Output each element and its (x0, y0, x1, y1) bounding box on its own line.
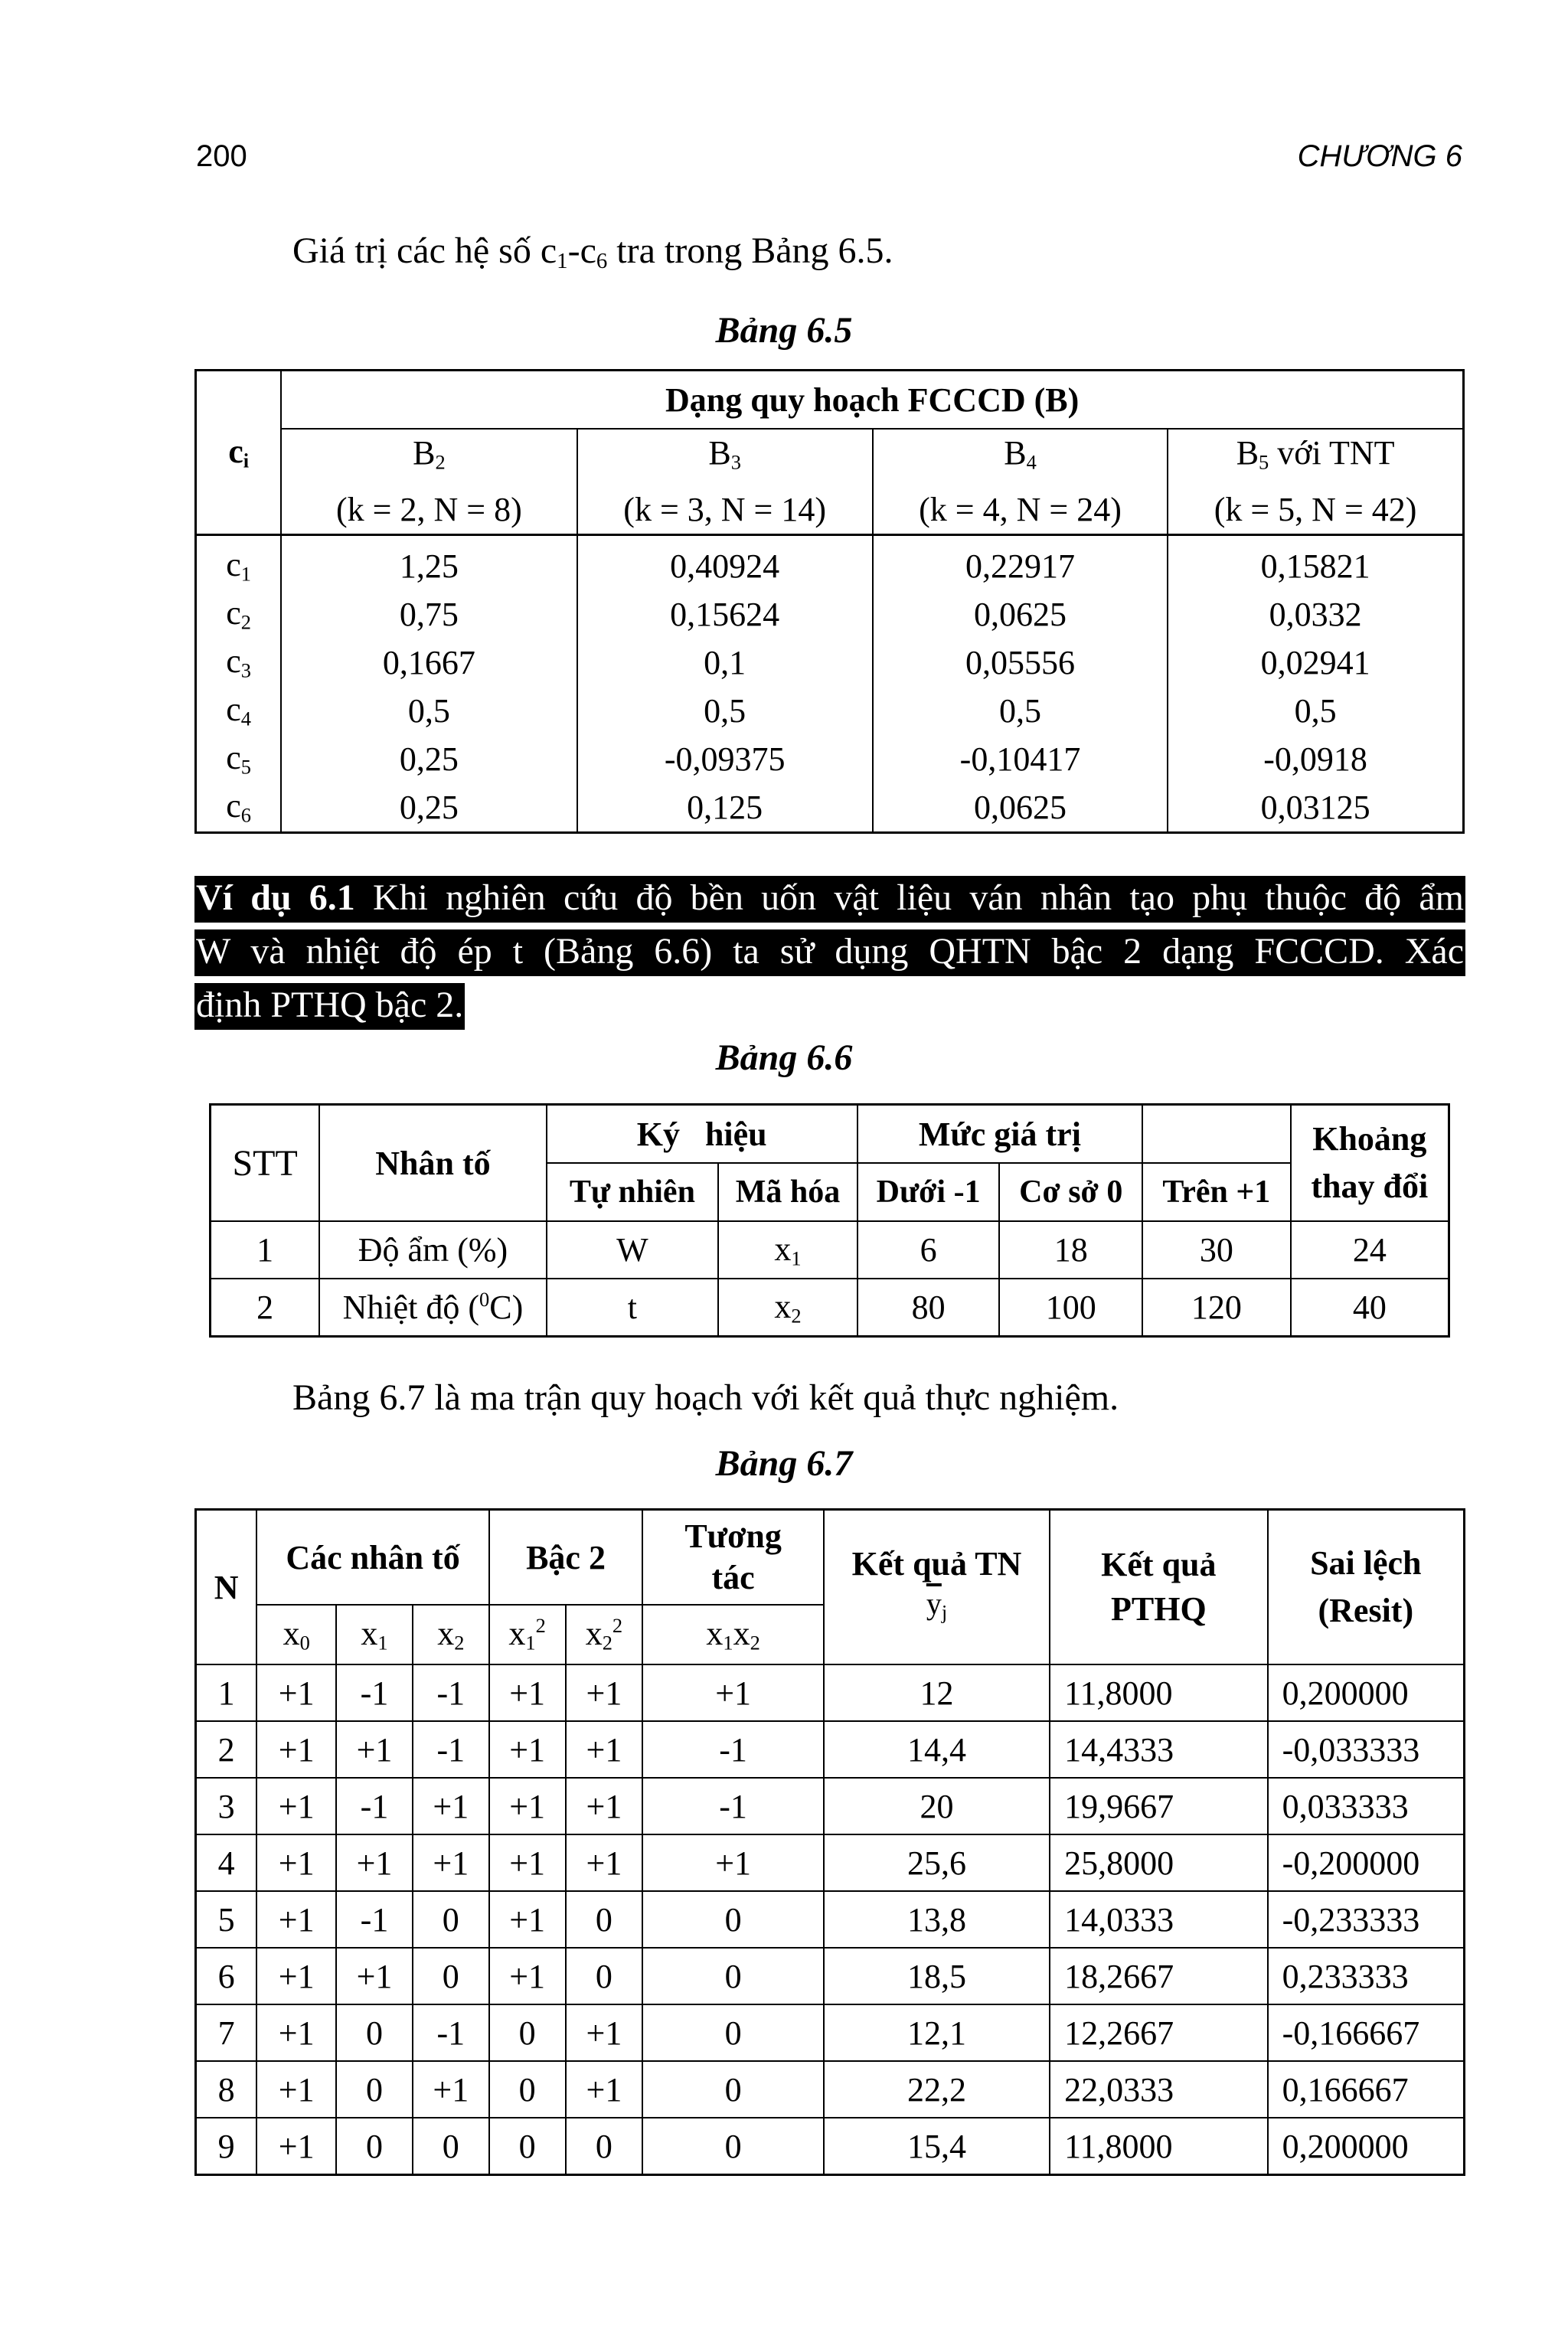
table-6-5-caption: Bảng 6.5 (715, 310, 853, 351)
chapter-title: CHƯƠNG 6 (1297, 139, 1462, 173)
page-number: 200 (196, 139, 247, 173)
table-row: 7 +1 0 -1 0 +1 0 12,1 12,2667 -0,166667 (196, 2004, 1465, 2061)
table-6-7 (194, 1508, 1465, 2176)
range-header: Khoảng thay đổi (1291, 1105, 1449, 1222)
x1x2-header: $x_1x_2$ (642, 1605, 824, 1664)
example-label: Ví dụ 6.1 (196, 877, 355, 918)
table-row: 5 +1 -1 0 +1 0 0 13,8 14,0333 -0,233333 (196, 1891, 1465, 1948)
empty-header (1142, 1105, 1291, 1164)
table-6-6 (209, 1103, 1450, 1338)
table-6-6-caption: Bảng 6.6 (715, 1037, 853, 1078)
table-row: $c_1$ 1,25 0,40924 0,22917 0,15821 (196, 534, 1464, 590)
symbol-header: Ký hiệu (547, 1105, 858, 1164)
running-header (196, 139, 1462, 178)
stt-header: STT (211, 1105, 320, 1222)
table-row: 2 +1 +1 -1 +1 +1 -1 14,4 14,4333 -0,033333 (196, 1721, 1465, 1778)
table-row: $c_2$ 0,75 0,15624 0,0625 0,0332 (196, 590, 1464, 639)
base-header: Cơ sở 0 (999, 1163, 1142, 1221)
table-row: 1 Độ ẩm (%) W $x_1$ 6 18 30 24 (211, 1221, 1449, 1279)
above-header: Trên +1 (1142, 1163, 1291, 1221)
result-pthq-header: Kết quả PTHQ (1050, 1510, 1268, 1665)
table-row: 8 +1 0 +1 0 +1 0 22,2 22,0333 0,166667 (196, 2061, 1465, 2118)
table-row: 1 +1 -1 -1 +1 +1 +1 12 11,8000 0,200000 (196, 1664, 1465, 1721)
x2-header: $x_2$ (413, 1605, 489, 1664)
column-header: $B_4$ (k = 4, N = 24) (873, 429, 1168, 534)
intro-paragraph: Giá trị các hệ số $c_1-c_6$ tra trong Bảng 6.5. (292, 230, 893, 274)
table-row: $c_3$ 0,1667 0,1 0,05556 0,02941 (196, 639, 1464, 687)
n-header: N (196, 1510, 257, 1665)
table-row: 2 Nhiệt độ ($^0$C) t $x_2$ 80 100 120 40 (211, 1279, 1449, 1337)
result-tn-header: Kết quả TN $\overline{y}_j$ (824, 1510, 1050, 1665)
table-row: $c_6$ 0,25 0,125 0,0625 0,03125 (196, 783, 1464, 833)
interaction-header: Tương tác (642, 1510, 824, 1606)
order2-header: Bậc 2 (489, 1510, 643, 1606)
factor-header: Nhân tố (319, 1105, 546, 1222)
table-row: 9 +1 0 0 0 0 0 15,4 11,8000 0,200000 (196, 2118, 1465, 2175)
factors-header: Các nhân tố (256, 1510, 488, 1606)
ci-header: $c_i$ (196, 371, 282, 535)
group-header: Dạng quy hoạch FCCCD (B) (281, 371, 1463, 430)
x2-squared-header: $x_2^2$ (566, 1605, 643, 1664)
example-paragraph: Ví dụ 6.1 Khi nghiên cứu độ bền uốn vật liệu ván nhân tạo phụ thuộc độ ẩm W và nhiệt độ ép t (Bảng 6.6) ta sử dụng QHTN bậc 2 dạng FCCCD. Xác định PTHQ bậc 2. (194, 871, 1465, 1032)
table-row: 6 +1 +1 0 +1 0 0 18,5 18,2667 0,233333 (196, 1948, 1465, 2004)
level-header: Mức giá trị (858, 1105, 1142, 1164)
x0-header: $x_0$ (256, 1605, 336, 1664)
column-header: $B_5$ với TNT (k = 5, N = 42) (1168, 429, 1463, 534)
table-6-7-intro: Bảng 6.7 là ma trận quy hoạch với kết quả thực nghiệm. (292, 1377, 1119, 1418)
table-row: 3 +1 -1 +1 +1 +1 -1 20 19,9667 0,033333 (196, 1778, 1465, 1834)
x1-header: $x_1$ (336, 1605, 413, 1664)
table-row: $c_5$ 0,25 -0,09375 -0,10417 -0,0918 (196, 735, 1464, 783)
table-6-5 (194, 369, 1465, 834)
coded-header: Mã hóa (718, 1163, 858, 1221)
table-6-7-caption: Bảng 6.7 (715, 1443, 853, 1484)
natural-header: Tự nhiên (547, 1163, 719, 1221)
column-header: $B_2$ (k = 2, N = 8) (281, 429, 577, 534)
deviation-header: Sai lệch (Resit) (1268, 1510, 1465, 1665)
below-header: Dưới -1 (858, 1163, 1000, 1221)
x1-squared-header: $x_1^2$ (489, 1605, 566, 1664)
table-row: $c_4$ 0,5 0,5 0,5 0,5 (196, 687, 1464, 735)
table-row: 4 +1 +1 +1 +1 +1 +1 25,6 25,8000 -0,200000 (196, 1834, 1465, 1891)
column-header: $B_3$ (k = 3, N = 14) (577, 429, 873, 534)
